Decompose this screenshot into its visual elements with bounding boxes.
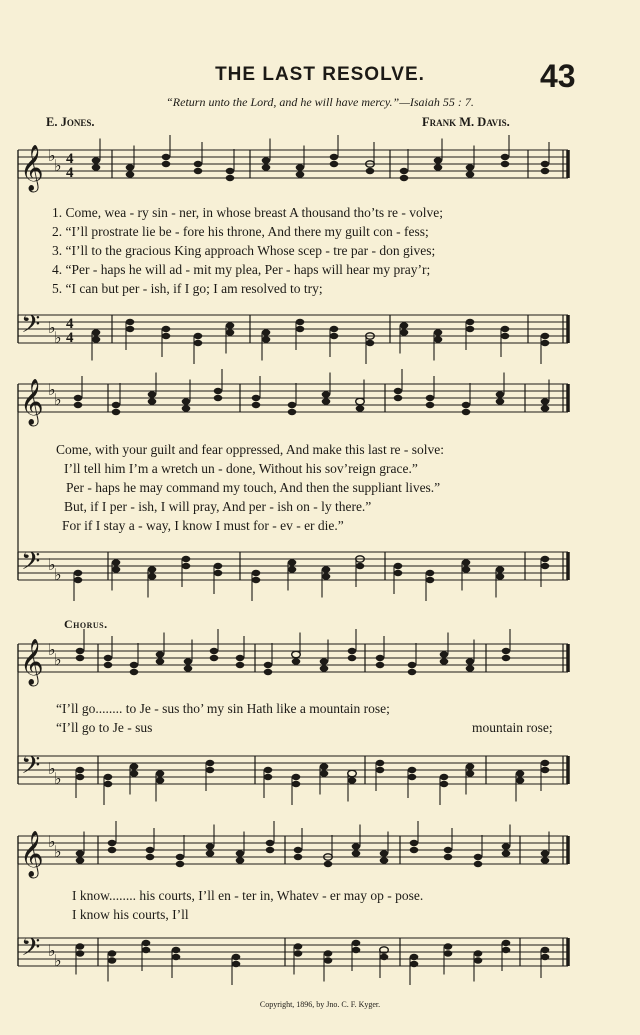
system-3 xyxy=(0,628,640,808)
note-head xyxy=(104,781,113,787)
note-head xyxy=(296,164,305,170)
note-head xyxy=(426,570,435,576)
verse-3-line-1: 3. “I’ll to the gracious King approach Whose scep - tre par - don gives; xyxy=(52,243,436,258)
note-head xyxy=(296,319,305,325)
treble-clef-icon: 𝄞 xyxy=(20,639,44,685)
note-head xyxy=(206,767,215,773)
note-head xyxy=(74,402,83,408)
note-head xyxy=(408,774,417,780)
note-head xyxy=(182,563,191,569)
note-head xyxy=(400,175,409,181)
note-head xyxy=(322,398,331,404)
note-head xyxy=(74,395,83,401)
note-head xyxy=(394,388,403,394)
note-head xyxy=(502,940,511,946)
verse-1-line-1: 1. Come, wea - ry sin - ner, in whose breast A thousand tho’ts re - volve; xyxy=(52,205,444,220)
bass-clef-icon: 𝄢 xyxy=(21,933,41,968)
flat-icon: ♭ xyxy=(54,842,62,861)
note-head xyxy=(226,168,235,174)
note-head xyxy=(264,662,273,668)
time-signature: 4 xyxy=(66,330,74,346)
note-head xyxy=(194,161,203,167)
verse-5-line-1: 5. “I can but per - ish, if I go; I am resolved to try; xyxy=(52,281,323,296)
note-head xyxy=(352,850,361,856)
flat-icon: ♭ xyxy=(54,156,62,175)
note-head xyxy=(356,405,365,411)
note-head xyxy=(440,774,449,780)
note-head xyxy=(330,161,339,167)
note-head xyxy=(330,154,339,160)
note-head xyxy=(262,336,271,342)
note-head xyxy=(541,398,550,404)
bass-clef-icon: 𝄢 xyxy=(21,547,41,582)
note-head xyxy=(434,329,443,335)
flat-icon: ♭ xyxy=(48,759,56,778)
note-head xyxy=(474,957,483,963)
verse-4-line-2: But, if I per - ish, I will pray, And per - ish on - ly there.” xyxy=(64,499,372,514)
note-head xyxy=(210,655,219,661)
note-head xyxy=(541,857,550,863)
note-head xyxy=(162,161,171,167)
note-head xyxy=(502,947,511,953)
note-head xyxy=(266,840,275,846)
copyright-notice: Copyright, 1896, by Jno. C. F. Kyger. xyxy=(259,1000,381,1009)
note-head xyxy=(176,861,185,867)
note-head xyxy=(108,957,117,963)
note-head xyxy=(232,961,241,967)
note-head xyxy=(501,333,510,339)
note-head xyxy=(176,854,185,860)
note-head xyxy=(262,157,271,163)
note-head xyxy=(474,854,483,860)
note-head xyxy=(330,333,339,339)
note-head xyxy=(92,157,101,163)
treble-clef-icon: 𝄞 xyxy=(20,831,44,877)
note-head xyxy=(474,950,483,956)
note-head xyxy=(496,398,505,404)
note-head xyxy=(462,559,471,565)
note-head xyxy=(146,854,155,860)
note-head xyxy=(444,950,453,956)
note-head xyxy=(104,662,113,668)
note-head xyxy=(376,760,385,766)
note-head xyxy=(410,961,419,967)
note-head xyxy=(376,662,385,668)
note-head xyxy=(356,563,365,569)
note-head xyxy=(148,566,157,572)
note-head xyxy=(426,395,435,401)
chorus-label: Chorus. xyxy=(64,617,108,631)
note-head xyxy=(292,774,301,780)
note-head xyxy=(112,409,121,415)
hymn-number: 43 xyxy=(540,58,576,94)
note-head xyxy=(462,566,471,572)
note-head xyxy=(74,570,83,576)
note-head xyxy=(76,850,85,856)
note-head xyxy=(76,950,85,956)
note-head xyxy=(206,850,215,856)
note-head xyxy=(380,850,389,856)
note-head xyxy=(236,655,245,661)
note-head xyxy=(142,947,151,953)
note-head xyxy=(376,767,385,773)
note-head xyxy=(142,940,151,946)
note-head xyxy=(252,395,261,401)
note-head xyxy=(226,175,235,181)
verse-2-line-1: 2. “I’ll prostrate lie be - fore his throne, And there my guilt con - fess; xyxy=(52,224,429,239)
note-head xyxy=(92,336,101,342)
note-head xyxy=(541,340,550,346)
note-head xyxy=(130,662,139,668)
note-head xyxy=(146,847,155,853)
note-head xyxy=(148,398,157,404)
note-head xyxy=(92,329,101,335)
note-head xyxy=(108,847,117,853)
note-head xyxy=(156,658,165,664)
music-composer: Frank M. Davis. xyxy=(422,115,510,129)
note-head xyxy=(262,329,271,335)
note-head xyxy=(76,655,85,661)
note-head xyxy=(466,665,475,671)
note-head xyxy=(236,662,245,668)
note-head xyxy=(130,669,139,675)
note-head xyxy=(501,161,510,167)
note-head xyxy=(112,559,121,565)
flat-icon: ♭ xyxy=(54,565,62,584)
note-head xyxy=(182,398,191,404)
note-head xyxy=(130,763,139,769)
time-signature: 4 xyxy=(66,165,74,181)
note-head xyxy=(162,154,171,160)
note-head xyxy=(76,857,85,863)
bass-clef-icon: 𝄢 xyxy=(21,310,41,345)
note-head xyxy=(294,854,303,860)
note-head xyxy=(126,326,135,332)
note-head xyxy=(434,164,443,170)
note-head xyxy=(162,326,171,332)
note-head xyxy=(496,573,505,579)
note-head xyxy=(112,566,121,572)
note-head xyxy=(516,777,525,783)
note-head xyxy=(462,402,471,408)
note-head xyxy=(292,658,301,664)
note-head xyxy=(541,767,550,773)
flat-icon: ♭ xyxy=(54,390,62,409)
note-head xyxy=(148,573,157,579)
chorus-line-3: I know........ his courts, I’ll en - ter in, Whatev - er may op - pose. xyxy=(72,888,424,903)
flat-icon: ♭ xyxy=(48,555,56,574)
note-head xyxy=(410,840,419,846)
note-head xyxy=(366,168,375,174)
note-head xyxy=(252,570,261,576)
note-head xyxy=(296,171,305,177)
note-head xyxy=(104,655,113,661)
note-head xyxy=(108,840,117,846)
note-head xyxy=(466,658,475,664)
note-head xyxy=(496,391,505,397)
note-head xyxy=(172,954,181,960)
note-head xyxy=(541,760,550,766)
note-head xyxy=(194,168,203,174)
note-head xyxy=(400,329,409,335)
note-head xyxy=(380,857,389,863)
hymn-title: THE LAST RESOLVE. xyxy=(215,64,425,85)
flat-icon: ♭ xyxy=(48,640,56,659)
note-head xyxy=(126,164,135,170)
note-head xyxy=(156,777,165,783)
time-signature: 4 xyxy=(66,316,74,332)
note-head xyxy=(444,854,453,860)
note-head xyxy=(348,770,357,776)
note-head xyxy=(444,943,453,949)
note-head xyxy=(292,781,301,787)
flat-icon: ♭ xyxy=(54,951,62,970)
note-head xyxy=(210,648,219,654)
note-head xyxy=(184,658,193,664)
treble-clef-icon: 𝄞 xyxy=(20,379,44,425)
note-head xyxy=(236,857,245,863)
note-head xyxy=(156,770,165,776)
note-head xyxy=(330,326,339,332)
note-head xyxy=(214,563,223,569)
note-head xyxy=(294,847,303,853)
note-head xyxy=(444,847,453,853)
note-head xyxy=(206,843,215,849)
note-head xyxy=(541,333,550,339)
note-head xyxy=(408,767,417,773)
note-head xyxy=(292,651,301,657)
note-head xyxy=(264,767,273,773)
note-head xyxy=(162,333,171,339)
note-head xyxy=(194,340,203,346)
note-head xyxy=(348,655,357,661)
note-head xyxy=(288,559,297,565)
note-head xyxy=(474,861,483,867)
note-head xyxy=(156,651,165,657)
flat-icon: ♭ xyxy=(48,941,56,960)
note-head xyxy=(541,161,550,167)
flat-icon: ♭ xyxy=(54,650,62,669)
note-head xyxy=(324,957,333,963)
words-author: E. Jones. xyxy=(46,115,95,129)
note-head xyxy=(352,940,361,946)
note-head xyxy=(288,566,297,572)
note-head xyxy=(252,402,261,408)
note-head xyxy=(348,777,357,783)
note-head xyxy=(126,171,135,177)
note-head xyxy=(194,333,203,339)
note-head xyxy=(410,954,419,960)
note-head xyxy=(352,843,361,849)
note-head xyxy=(541,954,550,960)
note-head xyxy=(434,157,443,163)
verse-5-line-2: For if I stay a - way, I know I must for - ev - er die.” xyxy=(62,518,344,533)
note-head xyxy=(112,402,121,408)
note-head xyxy=(182,405,191,411)
note-head xyxy=(348,648,357,654)
note-head xyxy=(440,658,449,664)
note-head xyxy=(400,322,409,328)
note-head xyxy=(408,669,417,675)
note-head xyxy=(126,319,135,325)
note-head xyxy=(466,164,475,170)
verse-1-line-2: Come, with your guilt and fear oppressed, And make this last re - solve: xyxy=(56,442,445,457)
note-head xyxy=(226,322,235,328)
note-head xyxy=(236,850,245,856)
note-head xyxy=(74,577,83,583)
flat-icon: ♭ xyxy=(54,328,62,347)
note-head xyxy=(541,563,550,569)
note-head xyxy=(502,850,511,856)
note-head xyxy=(214,570,223,576)
flat-icon: ♭ xyxy=(48,318,56,337)
note-head xyxy=(394,395,403,401)
note-head xyxy=(466,326,475,332)
note-head xyxy=(76,767,85,773)
note-head xyxy=(206,760,215,766)
note-head xyxy=(408,662,417,668)
note-head xyxy=(502,843,511,849)
note-head xyxy=(296,326,305,332)
note-head xyxy=(541,850,550,856)
flat-icon: ♭ xyxy=(48,380,56,399)
note-head xyxy=(288,402,297,408)
note-head xyxy=(400,168,409,174)
note-head xyxy=(541,405,550,411)
note-head xyxy=(462,409,471,415)
bass-clef-icon: 𝄢 xyxy=(21,751,41,786)
flat-icon: ♭ xyxy=(48,146,56,165)
note-head xyxy=(502,648,511,654)
note-head xyxy=(380,954,389,960)
chorus-line-1: “I’ll go........ to Je - sus tho’ my sin Hath like a mountain rose; xyxy=(56,701,390,716)
note-head xyxy=(440,781,449,787)
note-head xyxy=(266,847,275,853)
note-head xyxy=(320,763,329,769)
scripture-quote: “Return unto the Lord, and he will have mercy.”—Isaiah 55 : 7. xyxy=(166,95,474,109)
note-head xyxy=(130,770,139,776)
note-head xyxy=(466,770,475,776)
time-signature: 4 xyxy=(66,151,74,167)
note-head xyxy=(426,402,435,408)
note-head xyxy=(501,154,510,160)
note-head xyxy=(104,774,113,780)
note-head xyxy=(252,577,261,583)
note-head xyxy=(322,566,331,572)
note-head xyxy=(214,388,223,394)
verse-4-line-1: 4. “Per - haps he will ad - mit my plea, Per - haps will hear my pray’r; xyxy=(52,262,431,277)
chorus-line-2-right: mountain rose; xyxy=(472,720,553,735)
note-head xyxy=(410,847,419,853)
note-head xyxy=(226,329,235,335)
note-head xyxy=(352,947,361,953)
note-head xyxy=(356,398,365,404)
verse-3-line-2: Per - haps he may command my touch, And then the suppliant lives.” xyxy=(66,480,441,495)
note-head xyxy=(426,577,435,583)
note-head xyxy=(541,947,550,953)
note-head xyxy=(376,655,385,661)
note-head xyxy=(76,774,85,780)
note-head xyxy=(466,171,475,177)
note-head xyxy=(502,655,511,661)
note-head xyxy=(501,326,510,332)
note-head xyxy=(214,395,223,401)
note-head xyxy=(324,861,333,867)
verse-2-line-2: I’ll tell him I’m a wretch un - done, Without his sov’reign grace.” xyxy=(64,461,418,476)
chorus-line-4: I know his courts, I’ll xyxy=(72,907,189,922)
note-head xyxy=(320,665,329,671)
note-head xyxy=(324,950,333,956)
note-head xyxy=(466,763,475,769)
note-head xyxy=(92,164,101,170)
note-head xyxy=(466,319,475,325)
note-head xyxy=(320,658,329,664)
chorus-line-2-left: “I’ll go to Je - sus xyxy=(56,720,153,735)
note-head xyxy=(496,566,505,572)
note-head xyxy=(288,409,297,415)
note-head xyxy=(440,651,449,657)
note-head xyxy=(172,947,181,953)
note-head xyxy=(264,669,273,675)
note-head xyxy=(394,563,403,569)
note-head xyxy=(182,556,191,562)
treble-clef-icon: 𝄞 xyxy=(20,145,44,191)
flat-icon: ♭ xyxy=(48,832,56,851)
note-head xyxy=(262,164,271,170)
flat-icon: ♭ xyxy=(54,769,62,788)
note-head xyxy=(264,774,273,780)
note-head xyxy=(541,556,550,562)
note-head xyxy=(394,570,403,576)
note-head xyxy=(516,770,525,776)
note-head xyxy=(322,391,331,397)
note-head xyxy=(322,573,331,579)
note-head xyxy=(294,950,303,956)
note-head xyxy=(366,340,375,346)
note-head xyxy=(232,954,241,960)
note-head xyxy=(184,665,193,671)
note-head xyxy=(541,168,550,174)
note-head xyxy=(76,648,85,654)
note-head xyxy=(148,391,157,397)
note-head xyxy=(294,943,303,949)
note-head xyxy=(108,950,117,956)
note-head xyxy=(320,770,329,776)
note-head xyxy=(434,336,443,342)
note-head xyxy=(76,943,85,949)
